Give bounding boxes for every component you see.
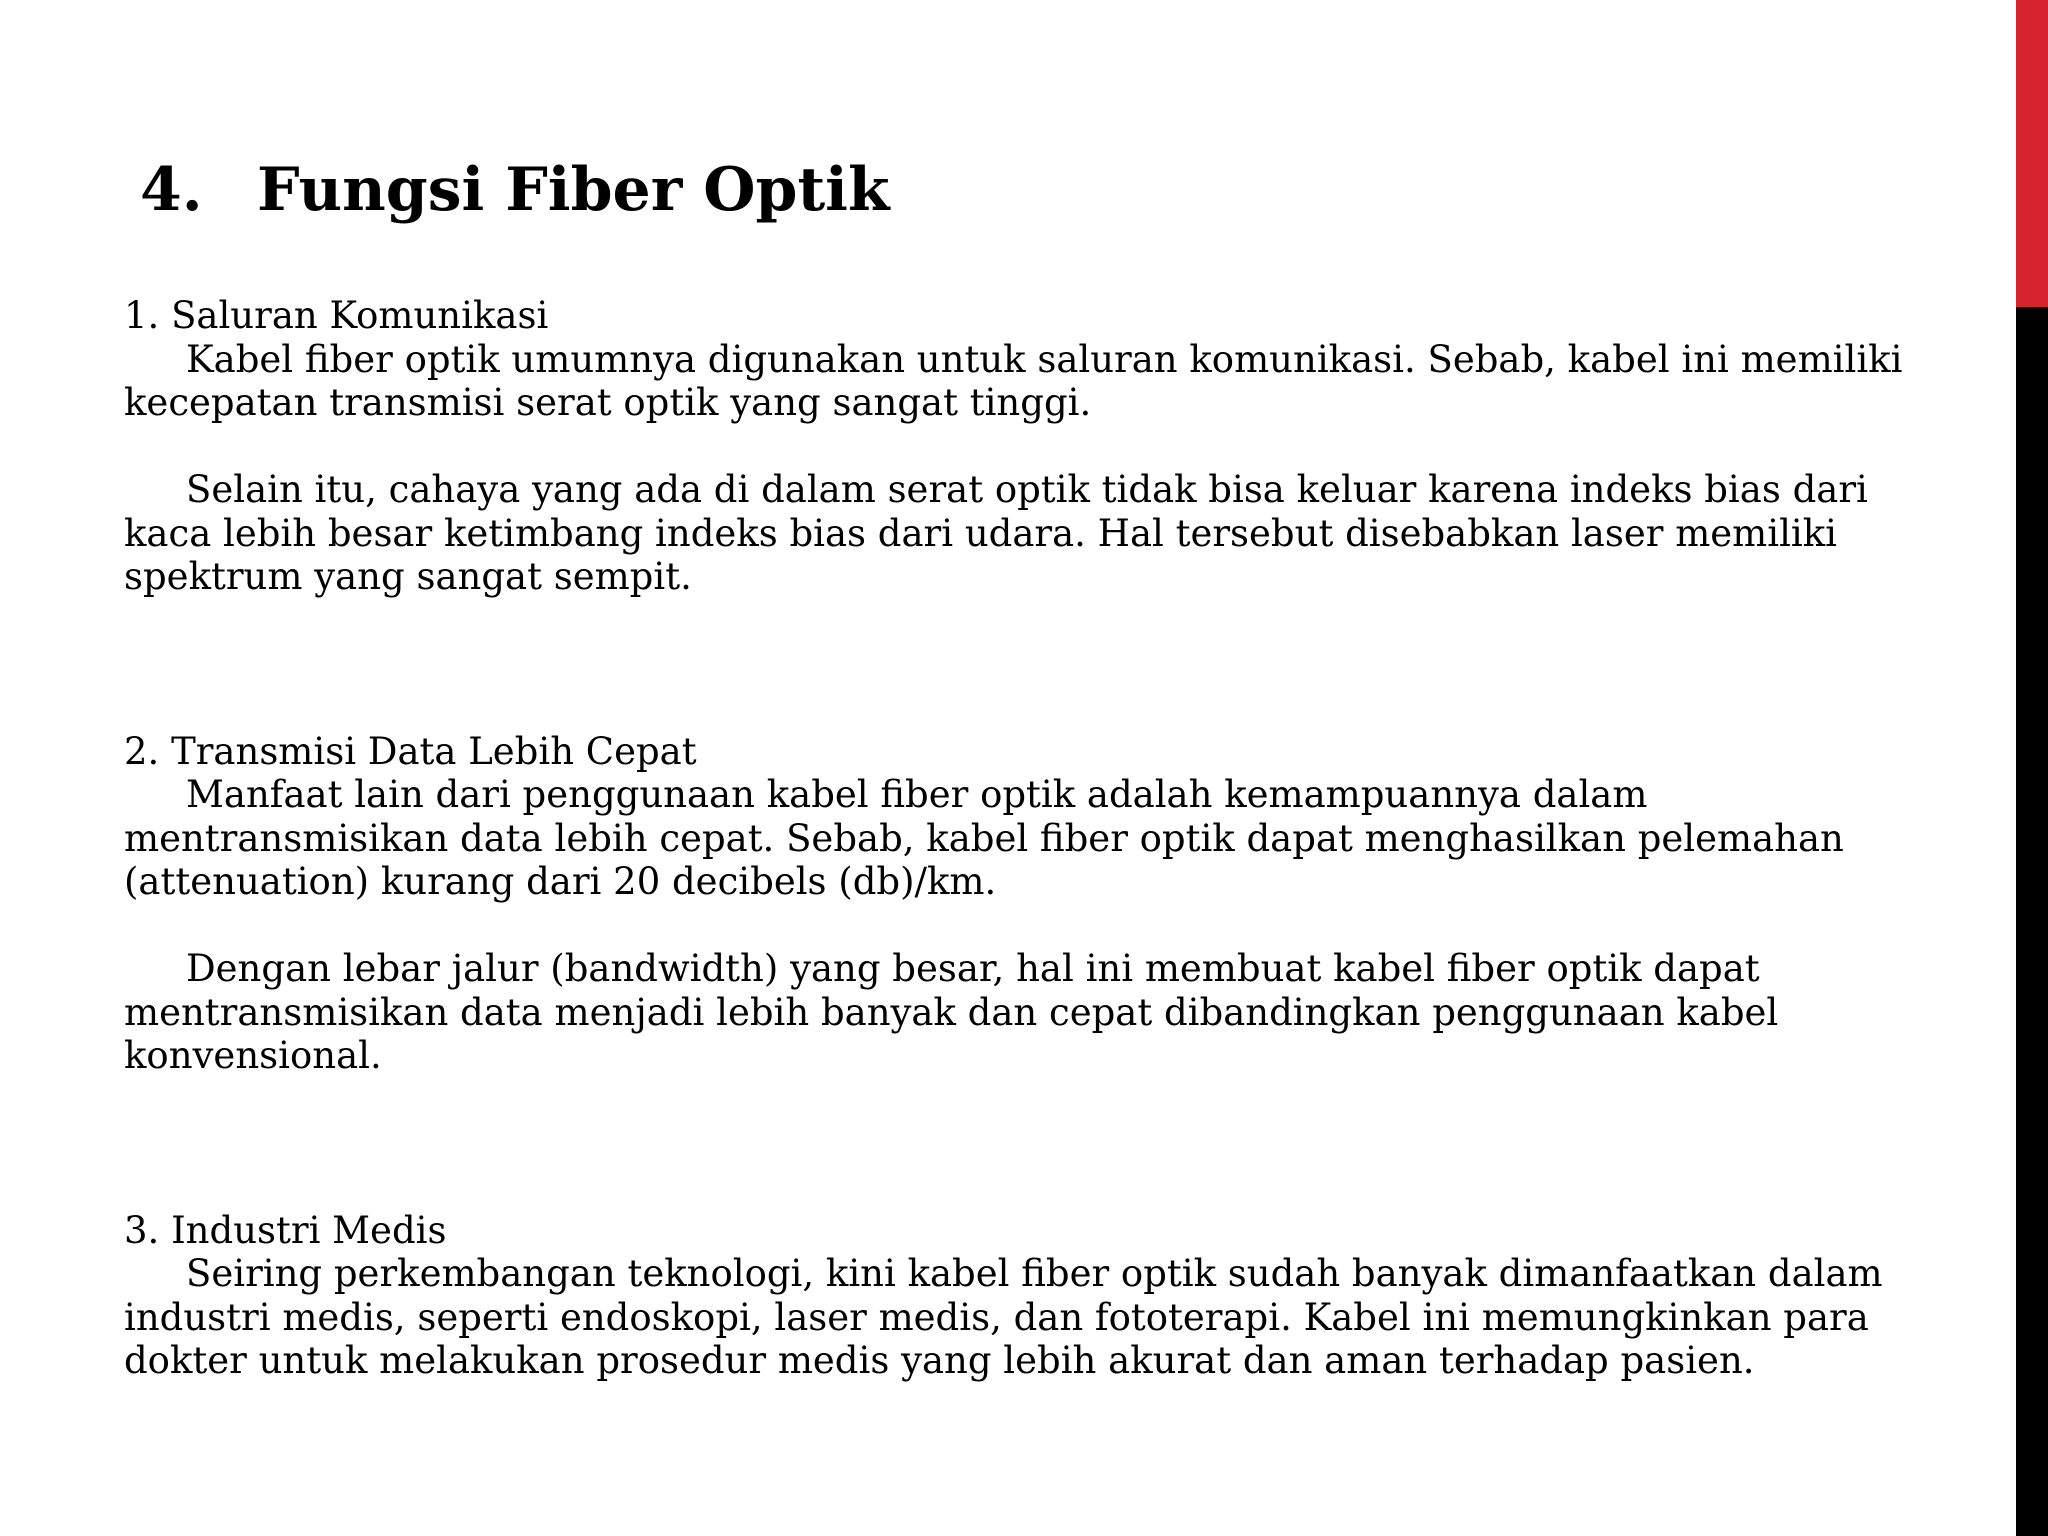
paragraph-text: Selain itu, cahaya yang ada di dalam serat optik tidak bisa keluar karena indeks bias dari kaca lebih besar ketimbang indeks bias dari udara. Hal tersebut disebabkan laser memiliki spektrum yang sangat sempit. xyxy=(124,468,1868,598)
side-accent-bar-red xyxy=(2016,0,2048,307)
section-transmisi-data xyxy=(124,730,1924,1078)
paragraph-text: Manfaat lain dari penggunaan kabel fiber optik adalah kemampuannya dalam mentransmisikan data lebih cepat. Sebab, kabel fiber optik dapat menghasilkan pelemahan (attenuation) kurang dari 20 decibels (db)/km. xyxy=(124,773,1844,903)
slide-title-number: 4. xyxy=(140,155,203,225)
paragraph xyxy=(124,1252,1924,1383)
section-saluran-komunikasi xyxy=(124,294,1924,599)
paragraph-text: Seiring perkembangan teknologi, kini kabel fiber optik sudah banyak dimanfaatkan dalam industri medis, seperti endoskopi, laser medis, dan fototerapi. Kabel ini memungkinkan para dokter untuk melakukan prosedur medis yang lebih akurat dan aman terhadap pasien. xyxy=(124,1252,1883,1382)
paragraph-text: Dengan lebar jalur (bandwidth) yang besar, hal ini membuat kabel fiber optik dapat mentransmisikan data menjadi lebih banyak dan cepat dibandingkan penggunaan kabel konvensional. xyxy=(124,947,1779,1077)
section-heading: 2. Transmisi Data Lebih Cepat xyxy=(124,729,697,773)
paragraph xyxy=(124,338,1924,425)
side-accent-bar xyxy=(2016,0,2048,1536)
section-industri-medis xyxy=(124,1209,1924,1383)
slide-body xyxy=(124,294,1924,1383)
side-accent-bar-black xyxy=(2016,307,2048,1536)
section-heading: 3. Industri Medis xyxy=(124,1208,447,1252)
paragraph xyxy=(124,947,1924,1078)
paragraph xyxy=(124,773,1924,904)
paragraph-text: Kabel fiber optik umumnya digunakan untuk saluran komunikasi. Sebab, kabel ini memiliki kecepatan transmisi serat optik yang sangat tinggi. xyxy=(124,337,1903,424)
section-heading: 1. Saluran Komunikasi xyxy=(124,294,549,337)
slide-title xyxy=(140,148,890,232)
slide-title-text: Fungsi Fiber Optik xyxy=(257,155,890,225)
paragraph xyxy=(124,468,1924,599)
